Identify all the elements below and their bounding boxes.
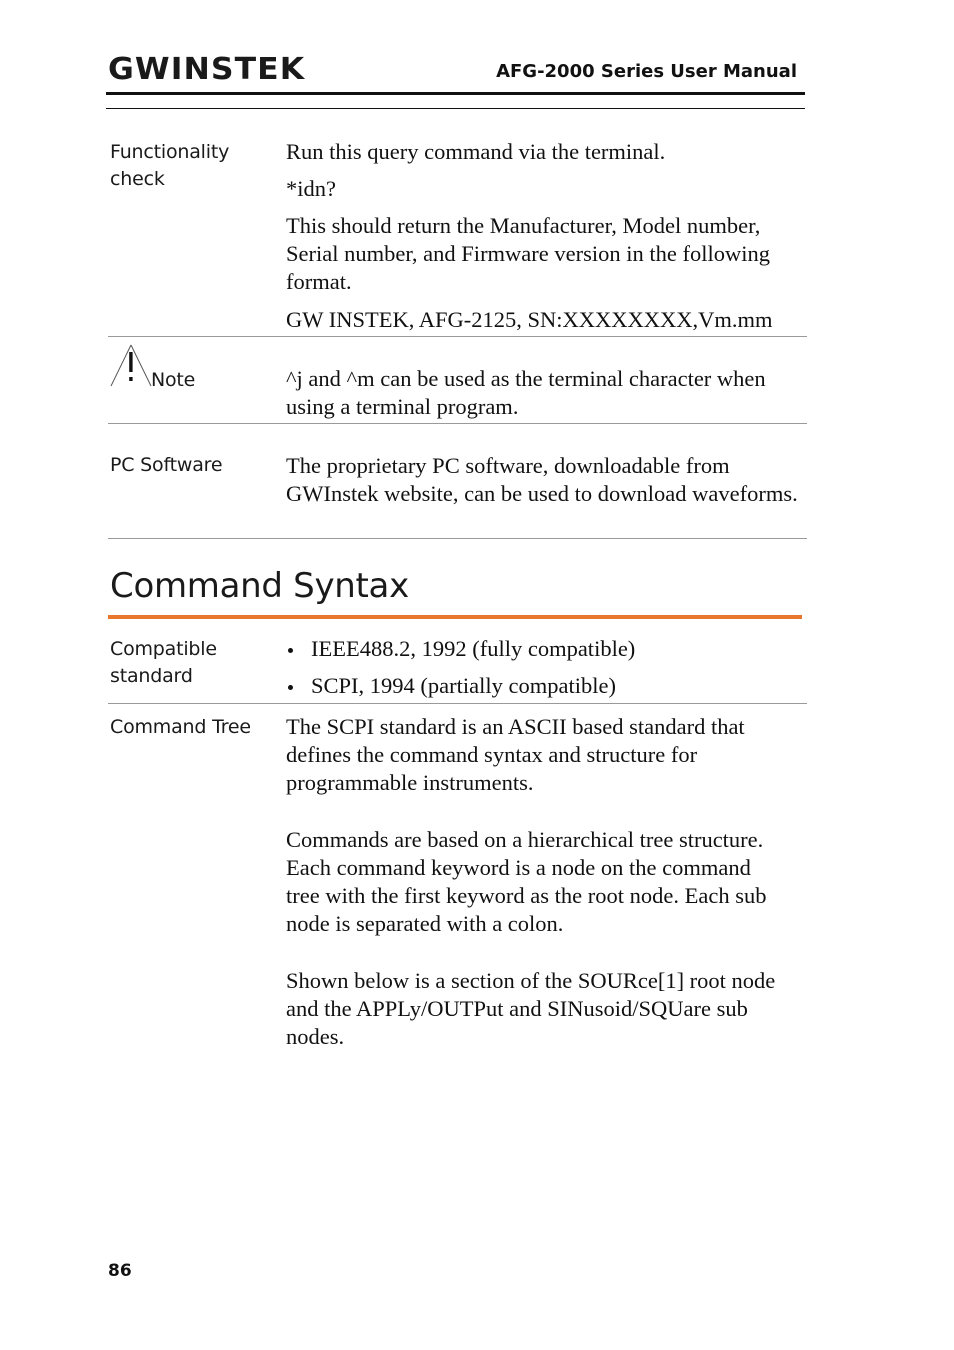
idn-command: *idn? [286,176,336,201]
command-tree-text [286,713,801,1051]
compatible-standard-label: Compatible standard [110,638,217,687]
command-tree-label: Command Tree [110,716,251,738]
pc-software-text: The proprietary PC software, downloadable from GWInstek website, can be used to download waveforms. [286,453,798,506]
functionality-text-1: Run this query command via the terminal. [286,139,666,164]
header-rule-thin [106,108,805,109]
command-tree-para-3: Shown below is a section of the SOURce[1] root node and the APPLy/OUTPut and SINusoid/SQUare sub nodes. [286,968,776,1049]
row-divider [108,423,807,424]
note-text: ^j and ^m can be used as the terminal character when using a terminal program. [286,366,766,419]
manual-title: AFG-2000 Series User Manual [496,61,797,82]
row-divider [108,336,807,337]
header-rule-thick [106,92,805,95]
warning-icon [110,344,152,388]
note-label: Note [151,369,196,391]
command-tree-para-1: The SCPI standard is an ASCII based standard that defines the command syntax and structure for programmable instruments. [286,714,745,795]
list-item: SCPI, 1994 (partially compatible) [286,672,635,700]
gwinstek-logo: GWINSTEK [108,52,306,87]
row-divider [108,703,807,704]
list-item: IEEE488.2, 1992 (fully compatible) [286,635,635,663]
idn-response-format: GW INSTEK, AFG-2125, SN:XXXXXXXX,Vm.mm [286,307,773,332]
page-number: 86 [108,1261,132,1281]
functionality-text-3: This should return the Manufacturer, Model number, Serial number, and Firmware version in the following format. [286,213,770,294]
functionality-check-label: Functionality check [110,141,230,190]
command-tree-para-2: Commands are based on a hierarchical tree structure. Each command keyword is a node on the command tree with the first keyword as the root node. Each sub node is separated with a colon. [286,827,767,936]
row-divider [108,538,807,539]
compatible-standard-list [286,635,635,709]
pc-software-label: PC Software [110,454,223,476]
section-title: Command Syntax [110,566,409,606]
section-title-underline [108,615,802,619]
